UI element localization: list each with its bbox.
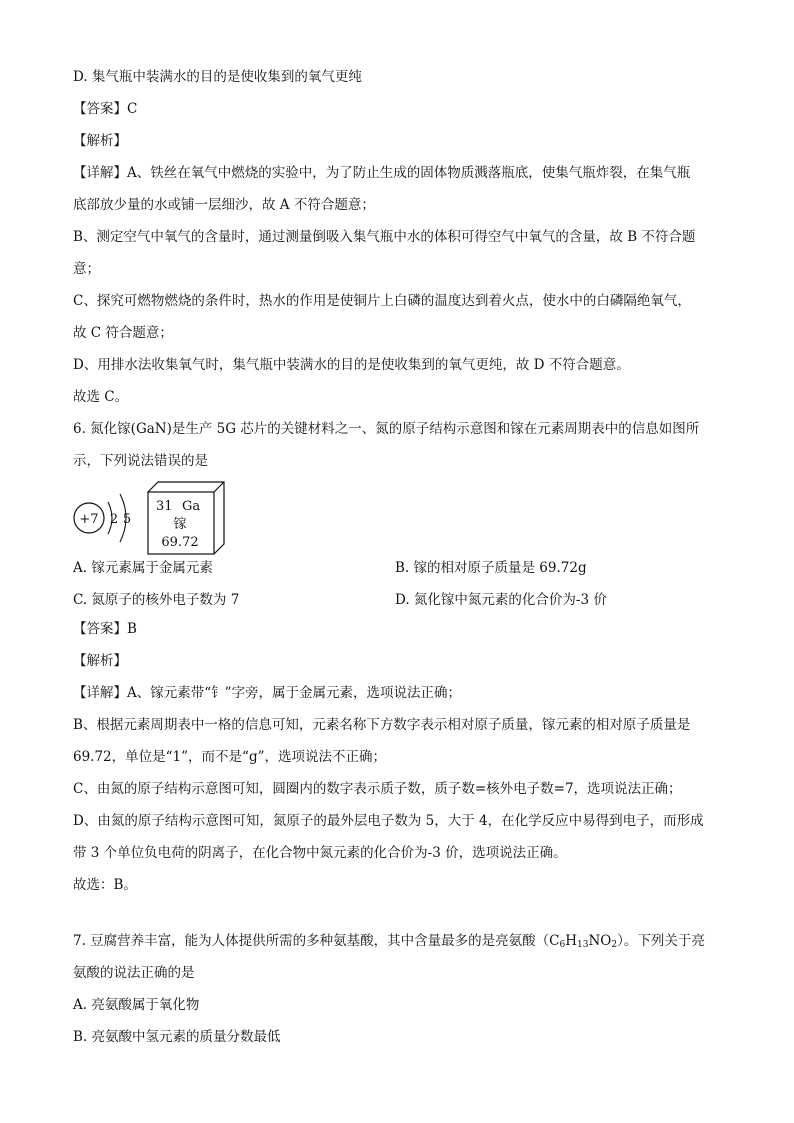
option-d: D. 氮化镓中氮元素的化合价为-3 价 [395,592,607,608]
question-6-stem: 示，下列说法错误的是 [73,453,208,469]
shell1-electrons: 2 [109,512,119,527]
analysis-label: 【解析】 [73,133,127,149]
element-symbol: Ga [182,499,201,514]
option-c: C. 氮原子的核外电子数为 7 [73,592,240,608]
answer-label: 【答案】C [73,101,138,117]
explanation-line: C、探究可燃物燃烧的条件时，热水的作用是使铜片上白磷的温度达到着火点，使水中的白磷隔绝氧气， [73,293,691,309]
conclusion-line: 故选：B。 [73,877,137,893]
option-b: B. 镓的相对原子质量是 69.72g [395,560,587,576]
explanation-line: 【详解】A、镓元素带“钅”字旁，属于金属元素，选项说法正确； [73,685,462,701]
explanation-line: D、由氮的原子结构示意图可知，氮原子的最外层电子数为 5，大于 4，在化学反应中易得到电子，而形成 [73,813,704,829]
atomic-mass: 69.72 [161,535,199,550]
stem-text: ）。下列关于亮 [617,933,705,949]
element-name: 镓 [173,517,187,532]
option-a: A. 镓元素属于金属元素 [73,560,213,576]
formula-subscript: 13 [577,940,589,950]
explanation-line: 【详解】A、铁丝在氧气中燃烧的实验中，为了防止生成的固体物质溅落瓶底，使集气瓶炸裂，在集气瓶 [73,165,691,181]
conclusion-line: 故选 C。 [73,389,129,405]
stem-text: H [565,933,578,949]
explanation-line: C、由氮的原子结构示意图可知，圆圈内的数字表示质子数，质子数=核外电子数=7，选项说法正确； [73,781,682,797]
stem-text: NO [588,933,612,949]
question-7-option-b: B. 亮氨酸中氢元素的质量分数最低 [73,1029,281,1045]
atom-structure-and-periodic-cell-diagram [70,480,240,556]
explanation-line: B、根据元素周期表中一格的信息可知，元素名称下方数字表示相对原子质量，镓元素的相对原子质量是 [73,717,691,733]
explanation-line: 底部放少量的水或铺一层细沙，故 A 不符合题意； [73,197,375,213]
atomic-number: 31 [156,499,173,514]
formula-subscript: 6 [559,940,566,950]
explanation-line: 69.72，单位是“1”，而不是“g”，选项说法不正确； [73,749,386,765]
question-7-stem: 氨酸的说法正确的是 [73,965,195,981]
answer-label: 【答案】B [73,621,137,637]
question-7-option-a: A. 亮氨酸属于氧化物 [73,997,200,1013]
stem-text: 7. 豆腐营养丰富，能为人体提供所需的多种氨基酸，其中含量最多的是亮氨酸（C [73,933,560,949]
explanation-line: D、用排水法收集氧气时，集气瓶中装满水的目的是使收集到的氧气更纯，故 D 不符合题意。 [73,357,630,373]
explanation-line: B、测定空气中氧气的含量时，通过测量倒吸入集气瓶中水的体积可得空气中氧气的含量，故 B 不符合题 [73,229,696,245]
line-q5-option-d: D. 集气瓶中装满水的目的是使收集到的氧气更纯 [73,69,362,85]
analysis-label: 【解析】 [73,653,127,669]
question-6-stem: 6. 氮化镓(GaN)是生产 5G 芯片的关键材料之一、氮的原子结构示意图和镓在元素周期表中的信息如图所 [73,421,700,437]
shell2-electrons: 5 [122,512,132,527]
explanation-line: 故 C 符合题意； [73,325,173,341]
explanation-line: 意； [73,261,100,277]
question-7-stem [73,932,705,954]
nucleus-charge: +7 [79,512,99,527]
formula-subscript: 2 [611,940,618,950]
explanation-line: 带 3 个单位负电荷的阴离子，在化合物中氮元素的化合价为-3 价，选项说法正确。 [73,845,567,861]
